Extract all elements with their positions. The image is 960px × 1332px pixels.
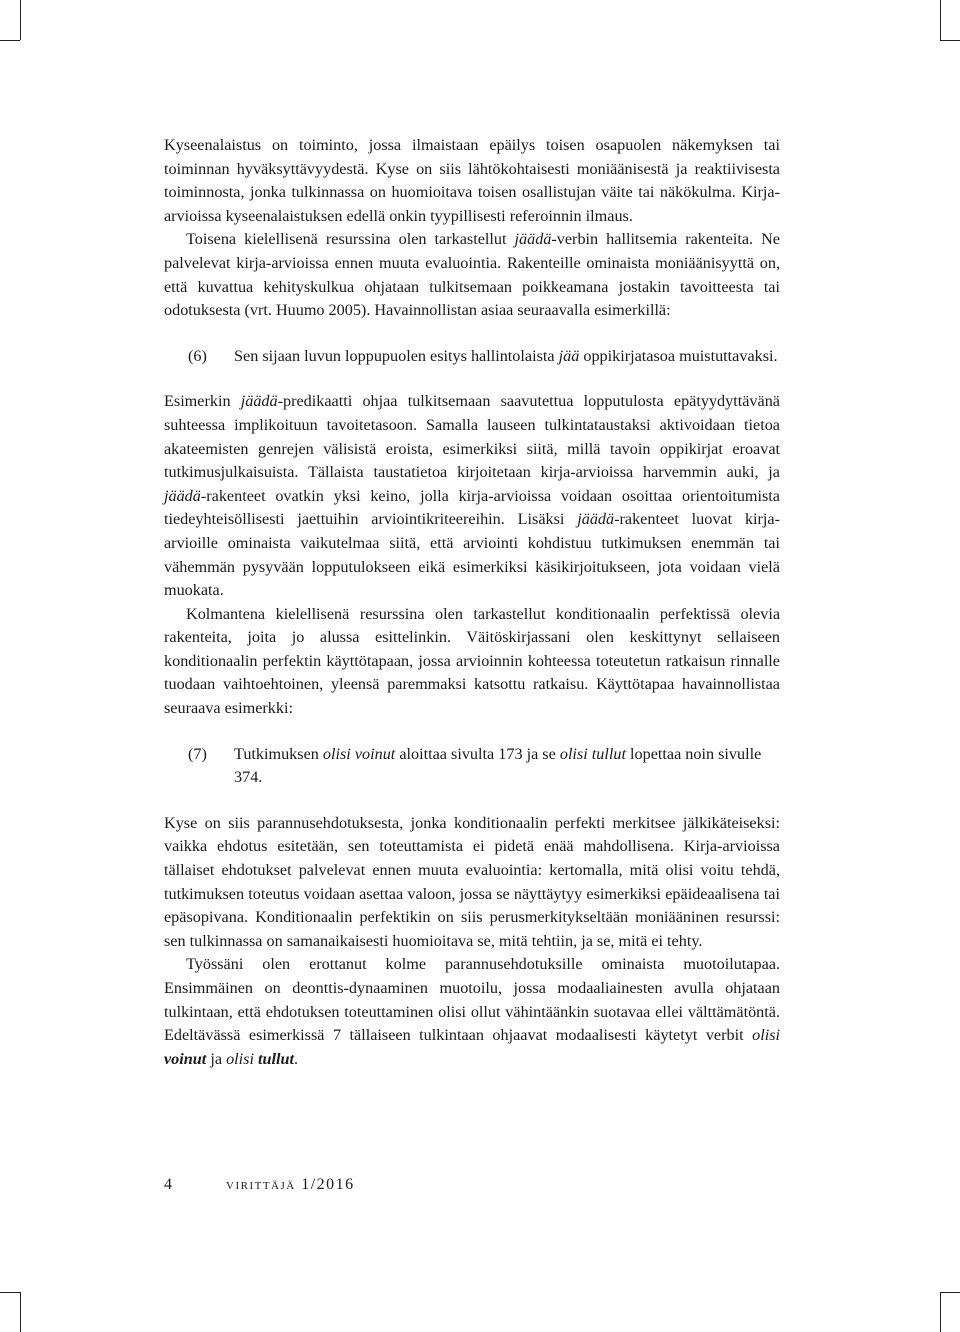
paragraph-3-text-d: -rakenteet luovat kirja-arvioille ominaista vaikutelmaa siitä, että arviointi kohdistuu tutkimuksen enemmän tai vähemmän pysyvään lopputulokseen eikä esimerkiksi käsikirjoitukseen, jota voidaan vielä muokata. [164, 510, 780, 600]
example-6-text [234, 345, 780, 369]
crop-mark-top-right [940, 40, 960, 41]
example-7-text-b: aloittaa sivulta 173 ja se [395, 744, 560, 763]
page-body [164, 134, 780, 1071]
paragraph-5 [164, 812, 780, 954]
paragraph-6-emphasis-2: olisi [226, 1049, 254, 1068]
paragraph-4 [164, 603, 780, 721]
paragraph-3-emphasis-3: jäädä [577, 510, 615, 529]
paragraph-3-emphasis-2: jäädä [164, 486, 201, 505]
crop-mark-bottom-right [940, 1292, 960, 1293]
crop-mark-bottom-right [940, 1292, 941, 1332]
example-7-text-c: lopettaa noin sivulle 374. [234, 744, 762, 787]
crop-mark-top-left [20, 0, 21, 40]
paragraph-6-text-c: . [294, 1049, 299, 1068]
example-7-text [234, 743, 780, 790]
example-7-text-a: Tutkimuksen [234, 744, 323, 763]
paragraph-6-text-b: ja [206, 1049, 227, 1068]
paragraph-5-text: Kyse on siis parannusehdotuksesta, jonka konditionaalin perfekti merkitsee jälkikäteiseksi: vaikka ehdotus esitetään, sen toteuttamista ei pidetä enää mahdollisena. Kirja-arvioissa tällaiset ehdotukset palvelevat ennen muuta evaluointia: kertomalla, mitä olisi voitu tehdä, tutkimuksen toteutus voidaan asettaa valoon, jossa se näyttäytyy esimerkiksi epäideaalisena tai epäsopivana. Konditionaalin perfektikin on siis perusmerkitykseltään moniääninen resurssi: sen tulkinnassa on samanaikaisesti huomioitava se, mitä tehtiin, ja se, mitä ei tehty. [164, 813, 780, 950]
crop-mark-top-left [0, 40, 20, 41]
paragraph-6 [164, 953, 780, 1071]
paragraph-1 [164, 134, 780, 228]
paragraph-2-text-a: Toisena kielellisenä resurssina olen tarkastellut [186, 230, 515, 249]
page-footer [164, 1176, 355, 1194]
paragraph-2-text-b: -verbin hallitsemia rakenteita. Ne palvelevat kirja-arvioissa ennen muuta evaluointia. Rakenteille ominaista moniäänisyyttä on, että kuvattua kehityskulkua ohjataan tulkitsemaan poikkeamana jostakin tavoitteesta tai odotuksesta (vrt. Huumo 2005). Havainnollistan asiaa seuraavalla esimerkillä: [164, 230, 780, 320]
example-7-number: (7) [188, 744, 207, 763]
paragraph-6-text-a: Työssäni olen erottanut kolme parannusehdotuksille ominaista muotoilutapaa. Ensimmäinen on deonttis-dynaaminen muotoilu, jossa modaaliainesten avulla ohjataan tulkintaan, että ehdotuksen toteuttaminen olisi ollut vähintäänkin suotavaa ellei välttämätöntä. Edeltävässä esimerkissä 7 tällaiseen tulkintaan ohjaavat modaalisesti käytetyt verbit [164, 955, 780, 1045]
example-6-text-b: oppikirjatasoa muistuttavaksi. [579, 346, 778, 365]
example-6-emphasis: jää [558, 346, 580, 365]
example-6-number: (6) [188, 346, 207, 365]
crop-mark-bottom-left [20, 1292, 21, 1332]
paragraph-3-text-c: -rakenteet ovatkin yksi keino, jolla kirja-arvioissa voidaan osoittaa orientoitumista tiedeyhteisöllisesti jaettuihin arviointikriteereihin. Lisäksi [164, 486, 780, 529]
paragraph-3 [164, 390, 780, 602]
paragraph-3-text-b: -predikaatti ohjaa tulkitsemaan saavutettua lopputulosta epätyydyttävänä suhteessa implikoituun tavoitetasoon. Samalla lauseen tulkintataustaksi aktivoidaan tietoa akateemisten genrejen välisistä eroista, esimerkiksi siitä, millä tavoin oppikirjat eroavat tutkimusjulkaisuista. Tällaista taustatietoa kirjoitetaan kirja-arvioissa harvemmin auki, ja [164, 392, 780, 482]
paragraph-6-emphasis-1: olisi [752, 1026, 780, 1045]
page-number: 4 [164, 1176, 172, 1193]
example-7-emphasis-2: olisi tullut [559, 744, 626, 763]
paragraph-6-strong-2: tullut [258, 1049, 294, 1068]
crop-mark-top-right [940, 0, 941, 40]
example-7-emphasis-1: olisi voinut [322, 744, 396, 763]
paragraph-2 [164, 228, 780, 322]
paragraph-6-strong-1: voinut [164, 1049, 207, 1068]
crop-mark-bottom-left [0, 1292, 20, 1293]
example-6-text-a: Sen sijaan luvun loppupuolen esitys hallintolaista [234, 346, 559, 365]
paragraph-2-emphasis: jäädä [514, 230, 552, 249]
journal-issue: virittäjä 1/2016 [226, 1176, 355, 1193]
paragraph-4-text: Kolmantena kielellisenä resurssina olen tarkastellut konditionaalin perfektissä olevia rakenteita, joita jo alussa esittelinkin. Väitöskirjassani olen keskittynyt sellaiseen konditionaalin perfektin käyttötapaan, jossa arvioinnin kohteessa toteutetun ratkaisun rinnalle tuodaan vaihtoehtoinen, yleensä paremmaksi katsottu ratkaisu. Käyttötapaa havainnollistaa seuraava esimerkki: [164, 604, 780, 718]
example-6 [164, 345, 780, 369]
paragraph-1-text: Kyseenalaistus on toiminto, jossa ilmaistaan epäilys toisen osapuolen näkemyksen tai toiminnan hyväksyttävyydestä. Kyse on siis lähtökohtaisesti moniäänisestä ja reaktiivisesta toiminnosta, jonka tulkinnassa on huomioitava toisen osallistujan väite tai näkökulma. Kirja-arvioissa kyseenalaistuksen edellä onkin tyypillisesti referoinnin ilmaus. [164, 136, 780, 225]
paragraph-3-emphasis-1: jäädä [240, 392, 278, 411]
example-7 [164, 743, 780, 790]
paragraph-3-text-a: Esimerkin [164, 392, 241, 411]
